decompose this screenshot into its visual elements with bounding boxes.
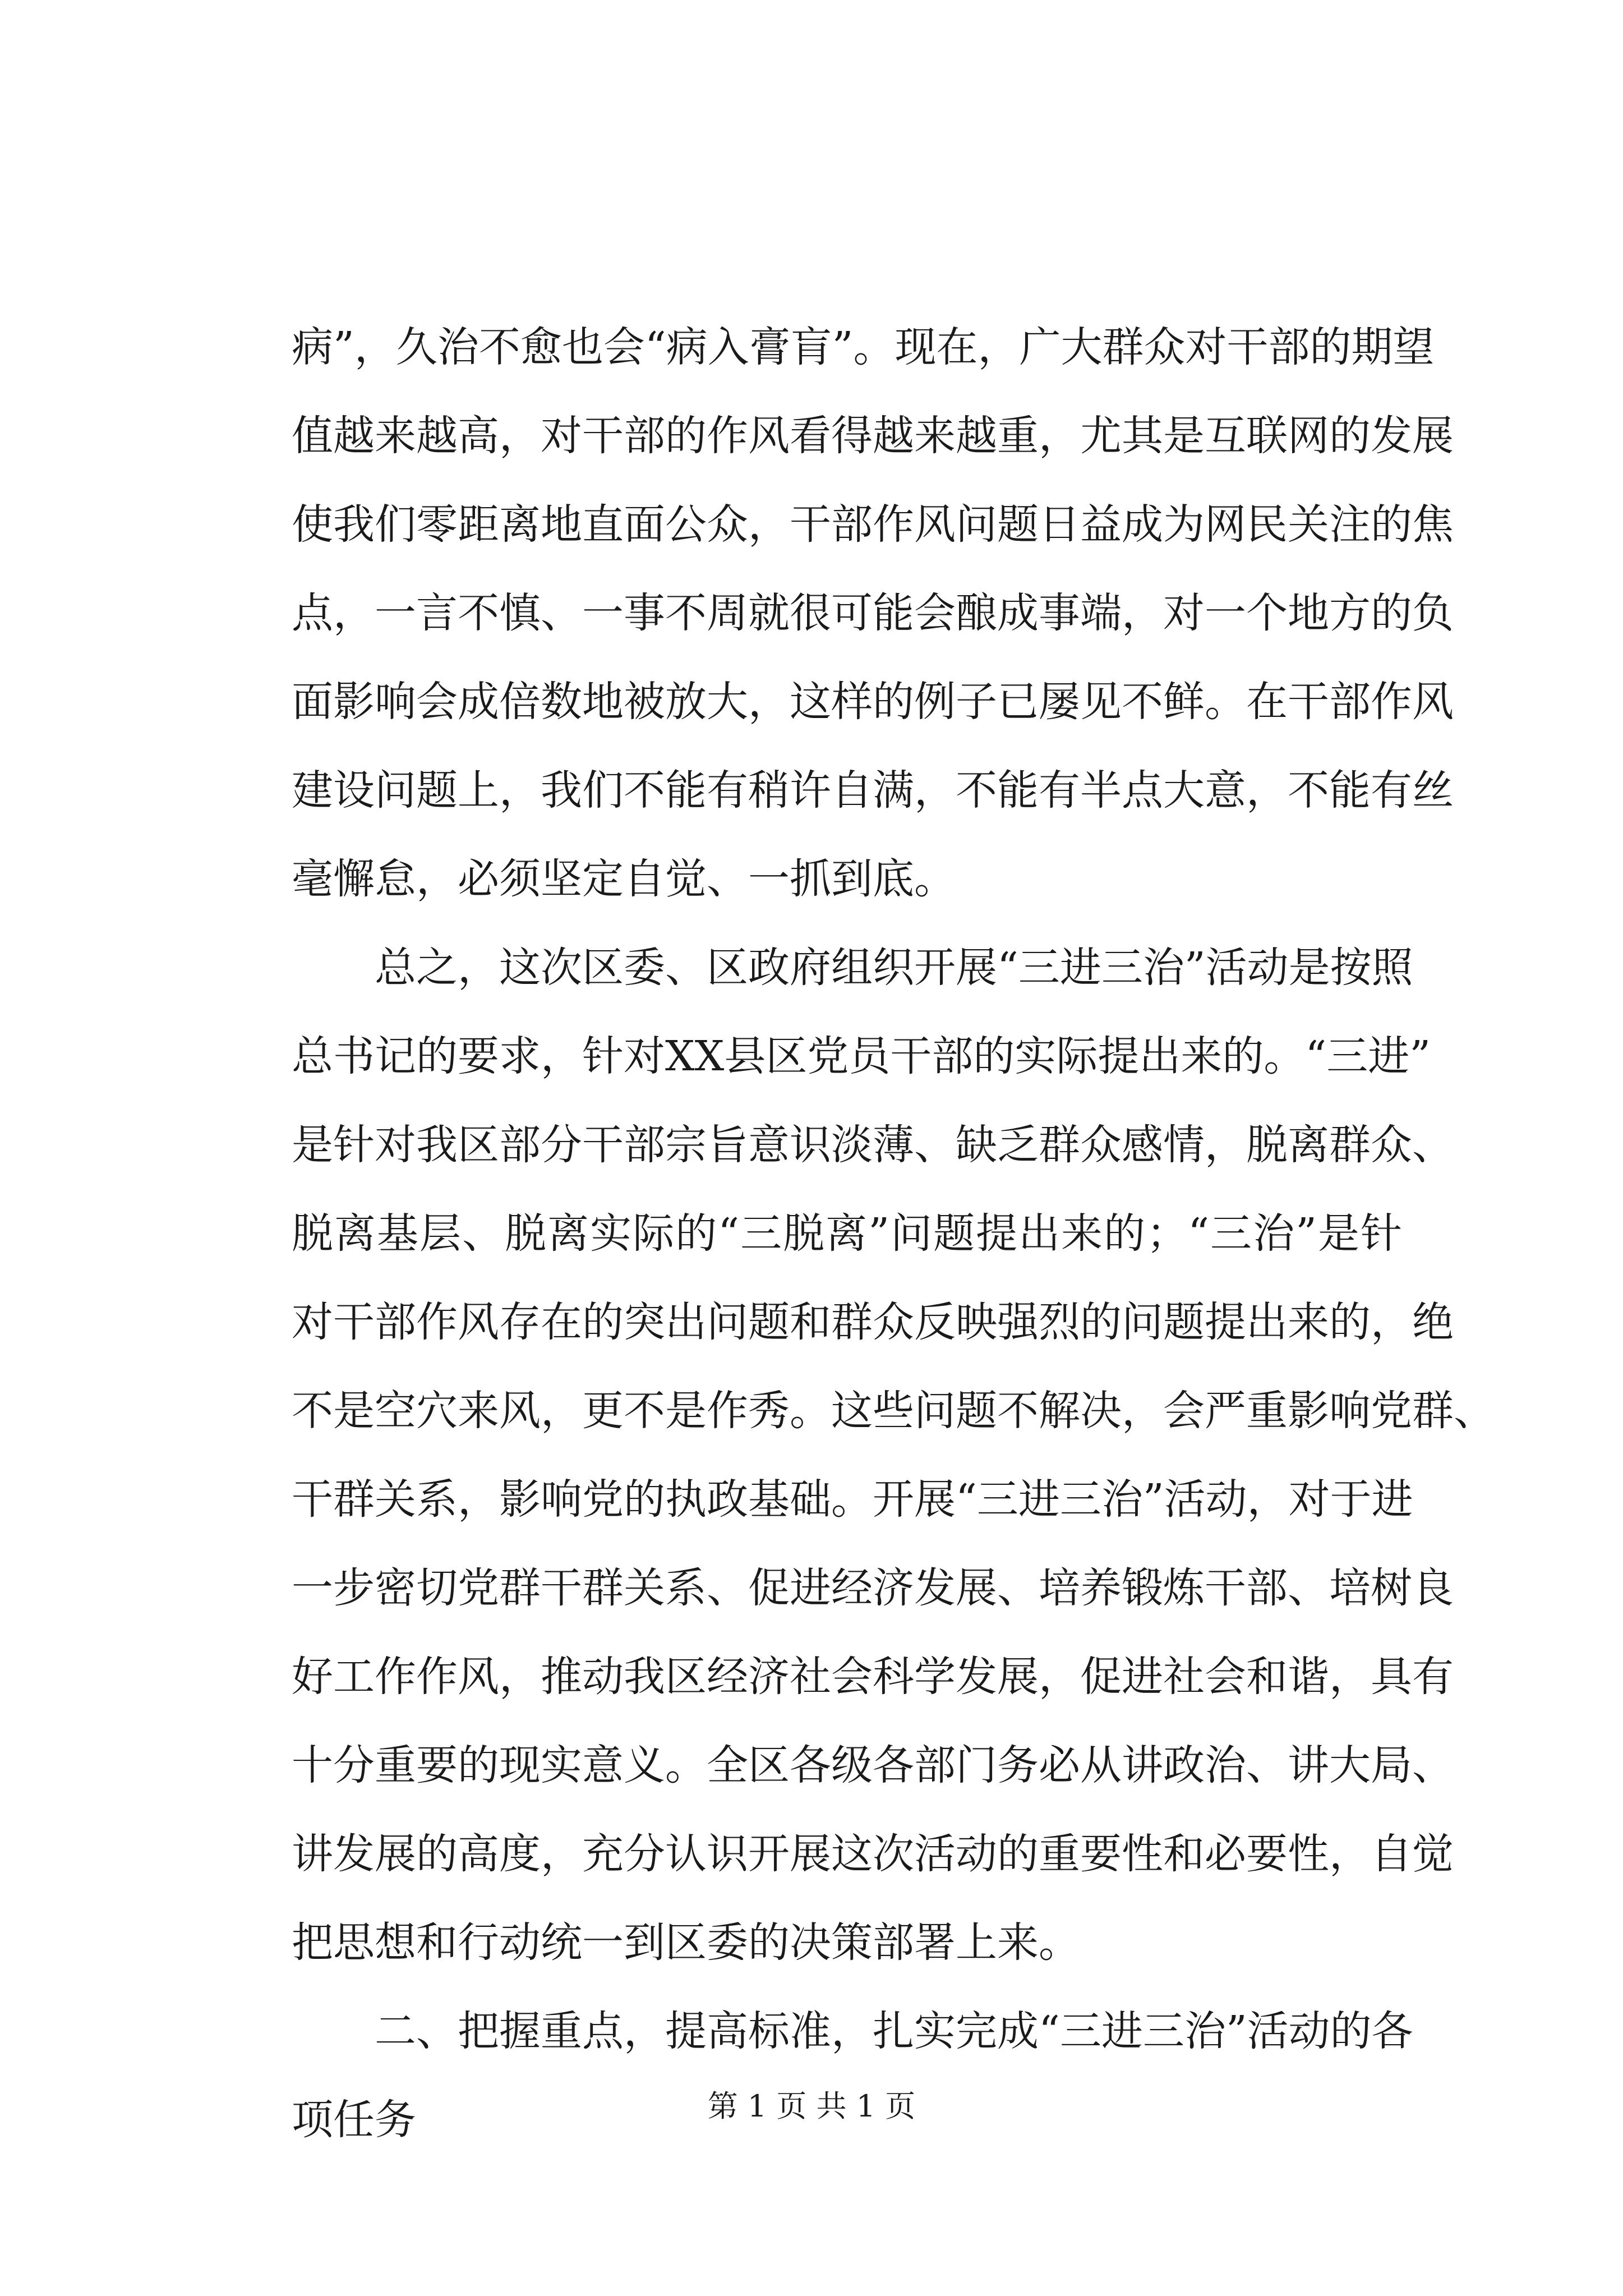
page-footer [0, 2087, 1623, 2126]
paragraph-line: 把思想和行动统一到区委的决策部署上来。 [292, 1918, 1080, 1967]
paragraph-line: 病”，久治不愈也会“病入膏肓”。现在，广大群众对干部的期望 [292, 323, 1435, 371]
paragraph-line: 值越来越高，对干部的作风看得越来越重，尤其是互联网的发展 [292, 412, 1454, 460]
paragraph-line: 脱离基层、脱离实际的“三脱离”问题提出来的；“三治”是针 [292, 1209, 1402, 1258]
paragraph-line: 是针对我区部分干部宗旨意识淡薄、缺乏群众感情，脱离群众、 [292, 1121, 1454, 1169]
paragraph-line: 干群关系，影响党的执政基础。开展“三进三治”活动，对于进 [292, 1475, 1413, 1524]
paragraph-line: 十分重要的现实意义。全区各级各部门务必从讲政治、讲大局、 [292, 1741, 1454, 1789]
section-heading-line: 二、把握重点，提高标准，扎实完成“三进三治”活动的各 [375, 2007, 1413, 2055]
paragraph-line: 面影响会成倍数地被放大，这样的例子已屡见不鲜。在干部作风 [292, 678, 1454, 726]
paragraph-line: 好工作作风，推动我区经济社会科学发展，促进社会和谐，具有 [292, 1653, 1454, 1701]
paragraph-line: 使我们零距离地直面公众，干部作风问题日益成为网民关注的焦 [292, 500, 1454, 549]
paragraph-line: 总书记的要求，针对XX县区党员干部的实际提出来的。“三进” [292, 1032, 1431, 1080]
paragraph-line: 对干部作风存在的突出问题和群众反映强烈的问题提出来的，绝 [292, 1298, 1454, 1346]
paragraph-line: 一步密切党群干群关系、促进经济发展、培养锻炼干部、培树良 [292, 1564, 1454, 1612]
section-heading-line: 项任务 [292, 2096, 416, 2144]
page-number: 第 1 页 共 1 页 [707, 2088, 916, 2124]
body-text [292, 303, 1495, 2164]
paragraph-line: 讲发展的高度，充分认识开展这次活动的重要性和必要性，自觉 [292, 1830, 1454, 1878]
paragraph-line: 不是空穴来风，更不是作秀。这些问题不解决，会严重影响党群、 [292, 1387, 1495, 1435]
paragraph-line: 点，一言不慎、一事不周就很可能会酿成事端，对一个地方的负 [292, 589, 1454, 637]
paragraph-line: 毫懈怠，必须坚定自觉、一抓到底。 [292, 855, 956, 903]
paragraph-line: 总之，这次区委、区政府组织开展“三进三治”活动是按照 [375, 944, 1413, 992]
paragraph-line: 建设问题上，我们不能有稍许自满，不能有半点大意，不能有丝 [292, 766, 1454, 815]
